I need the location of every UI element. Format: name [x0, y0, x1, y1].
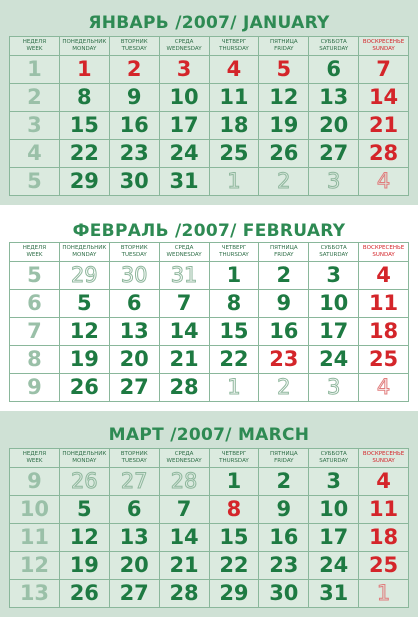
day-number: 28 [169, 581, 199, 605]
week-number-cell [10, 346, 60, 374]
header-sunday: ВОСКРЕСЕНЬЕ SUNDAY [359, 449, 409, 468]
day-number: 1 [376, 581, 391, 605]
week-row [10, 112, 409, 140]
day-number: 29 [219, 581, 249, 605]
day-cell [109, 496, 159, 524]
day-cell [359, 496, 409, 524]
day-cell [109, 374, 159, 402]
week-row [10, 84, 409, 112]
day-cell [209, 374, 259, 402]
day-cell [359, 374, 409, 402]
week-number: 13 [19, 581, 50, 605]
week-number-cell [10, 112, 60, 140]
day-number: 3 [327, 375, 341, 399]
header-friday: ПЯТНИЦА FRIDAY [259, 449, 309, 468]
week-number: 5 [27, 169, 42, 193]
day-cell [209, 262, 259, 290]
week-number: 10 [19, 497, 50, 521]
day-cell [259, 112, 309, 140]
day-number: 28 [169, 375, 199, 399]
day-cell [259, 84, 309, 112]
day-number: 19 [69, 347, 99, 371]
day-number: 2 [277, 375, 291, 399]
day-number: 27 [120, 469, 148, 493]
day-number: 2 [277, 169, 291, 193]
day-number: 8 [77, 85, 92, 109]
day-number: 7 [376, 57, 391, 81]
day-number: 15 [219, 319, 249, 343]
day-number: 28 [170, 469, 198, 493]
week-number-cell [10, 468, 60, 496]
day-number: 6 [326, 57, 341, 81]
day-cell [209, 468, 259, 496]
day-number: 24 [169, 141, 199, 165]
day-cell [309, 496, 359, 524]
week-rows [10, 262, 409, 402]
week-rows [10, 56, 409, 196]
month-grid [9, 242, 409, 402]
day-number: 13 [119, 525, 149, 549]
day-number: 20 [319, 113, 349, 137]
day-number: 8 [226, 497, 242, 521]
day-cell [359, 112, 409, 140]
day-cell [259, 552, 309, 580]
day-cell [309, 140, 359, 168]
month-panel-march [0, 411, 418, 617]
header-row [10, 449, 409, 468]
week-number-cell [10, 318, 60, 346]
week-number-cell [10, 56, 60, 84]
week-row [10, 496, 409, 524]
day-cell [109, 552, 159, 580]
day-number: 2 [276, 263, 292, 287]
day-number: 25 [219, 141, 249, 165]
day-number: 27 [119, 581, 149, 605]
day-number: 1 [227, 375, 241, 399]
week-row [10, 140, 409, 168]
day-cell [159, 168, 209, 196]
day-cell [109, 580, 159, 608]
week-number: 11 [19, 525, 50, 549]
header-thursday: ЧЕТВЕРГ THURSDAY [209, 449, 259, 468]
day-number: 17 [319, 319, 349, 343]
day-cell [309, 84, 359, 112]
day-cell [359, 318, 409, 346]
day-number: 11 [219, 85, 249, 109]
week-number: 8 [27, 347, 42, 371]
day-number: 27 [119, 375, 149, 399]
day-cell [259, 468, 309, 496]
day-cell [59, 112, 109, 140]
day-cell [309, 290, 359, 318]
day-number: 18 [219, 113, 249, 137]
header-tuesday: ВТОРНИК TUESDAY [109, 243, 159, 262]
header-saturday: СУББОТА SATURDAY [309, 243, 359, 262]
header-sunday: ВОСКРЕСЕНЬЕ SUNDAY [359, 243, 409, 262]
day-cell [259, 374, 309, 402]
day-cell [109, 318, 159, 346]
day-number: 26 [269, 141, 299, 165]
week-row [10, 168, 409, 196]
header-wednesday: СРЕДА WEDNESDAY [159, 37, 209, 56]
day-number: 12 [69, 525, 99, 549]
day-cell [59, 168, 109, 196]
month-panel-february [0, 205, 418, 411]
month-grid [9, 36, 409, 196]
day-number: 5 [276, 57, 292, 81]
day-number: 8 [226, 291, 242, 315]
week-row [10, 552, 409, 580]
day-cell [109, 346, 159, 374]
day-number: 24 [319, 347, 349, 371]
header-friday: ПЯТНИЦА FRIDAY [259, 37, 309, 56]
day-number: 13 [319, 85, 349, 109]
day-number: 17 [319, 525, 349, 549]
week-number: 6 [27, 291, 42, 315]
day-cell [259, 140, 309, 168]
header-sunday: ВОСКРЕСЕНЬЕ SUNDAY [359, 37, 409, 56]
day-cell [59, 140, 109, 168]
week-number: 9 [27, 375, 42, 399]
day-number: 24 [319, 553, 349, 577]
day-cell [259, 318, 309, 346]
day-number: 31 [169, 169, 199, 193]
day-number: 4 [376, 263, 391, 287]
week-number: 1 [27, 57, 42, 81]
day-number: 2 [126, 57, 142, 81]
week-row [10, 524, 409, 552]
day-cell [359, 262, 409, 290]
day-cell [359, 140, 409, 168]
day-cell [209, 496, 259, 524]
day-cell [209, 290, 259, 318]
day-number: 9 [126, 85, 142, 109]
day-number: 26 [69, 375, 99, 399]
day-cell [59, 524, 109, 552]
day-number: 2 [276, 469, 292, 493]
header-tuesday: ВТОРНИК TUESDAY [109, 37, 159, 56]
day-number: 19 [69, 553, 99, 577]
day-number: 22 [69, 141, 99, 165]
day-cell [159, 140, 209, 168]
day-number: 28 [368, 141, 399, 165]
day-number: 12 [69, 319, 99, 343]
week-row [10, 346, 409, 374]
day-number: 20 [119, 347, 149, 371]
day-number: 25 [368, 347, 399, 371]
day-number: 21 [368, 113, 399, 137]
week-number-cell [10, 524, 60, 552]
day-cell [259, 346, 309, 374]
day-cell [159, 318, 209, 346]
day-number: 3 [327, 169, 341, 193]
day-cell [159, 346, 209, 374]
day-cell [159, 524, 209, 552]
day-number: 3 [176, 57, 192, 81]
week-number-cell [10, 496, 60, 524]
week-number: 12 [19, 553, 50, 577]
day-cell [159, 468, 209, 496]
day-number: 10 [319, 291, 349, 315]
day-cell [109, 468, 159, 496]
day-number: 26 [69, 581, 99, 605]
day-number: 21 [169, 347, 199, 371]
day-number: 14 [169, 525, 199, 549]
header-week: НЕДЕЛЯ WEEK [10, 37, 60, 56]
day-number: 4 [376, 169, 391, 193]
header-monday: ПОНЕДЕЛЬНИК MONDAY [59, 243, 109, 262]
header-tuesday: ВТОРНИК TUESDAY [109, 449, 159, 468]
day-cell [59, 84, 109, 112]
day-cell [209, 318, 259, 346]
day-cell [59, 374, 109, 402]
day-cell [59, 580, 109, 608]
day-cell [109, 140, 159, 168]
day-number: 1 [226, 469, 242, 493]
day-cell [259, 168, 309, 196]
day-number: 31 [170, 263, 198, 287]
week-number: 5 [27, 263, 42, 287]
header-week: НЕДЕЛЯ WEEK [10, 449, 60, 468]
week-row [10, 468, 409, 496]
day-number: 11 [368, 291, 399, 315]
day-cell [259, 262, 309, 290]
month-title: ЯНВАРЬ /2007/ JANUARY [88, 13, 330, 33]
day-number: 13 [119, 319, 149, 343]
week-number: 3 [27, 113, 42, 137]
week-number-cell [10, 168, 60, 196]
week-row [10, 318, 409, 346]
day-number: 10 [319, 497, 349, 521]
day-cell [209, 524, 259, 552]
day-cell [59, 552, 109, 580]
header-saturday: СУББОТА SATURDAY [309, 449, 359, 468]
header-monday: ПОНЕДЕЛЬНИК MONDAY [59, 37, 109, 56]
day-number: 14 [368, 85, 399, 109]
week-number-cell [10, 374, 60, 402]
day-number: 15 [219, 525, 249, 549]
month-title: МАРТ /2007/ MARCH [108, 425, 310, 445]
day-number: 25 [368, 553, 399, 577]
day-cell [209, 552, 259, 580]
day-cell [259, 290, 309, 318]
day-cell [59, 496, 109, 524]
day-cell [209, 140, 259, 168]
day-cell [159, 112, 209, 140]
week-row [10, 580, 409, 608]
month-grid [9, 448, 409, 608]
day-cell [109, 112, 159, 140]
week-row [10, 56, 409, 84]
day-number: 17 [169, 113, 199, 137]
day-cell [159, 496, 209, 524]
day-number: 21 [169, 553, 199, 577]
day-number: 15 [69, 113, 99, 137]
day-cell [59, 468, 109, 496]
day-number: 22 [219, 347, 249, 371]
day-cell [359, 84, 409, 112]
day-number: 20 [119, 553, 149, 577]
week-number-cell [10, 140, 60, 168]
day-number: 18 [368, 525, 399, 549]
week-number: 2 [27, 85, 42, 109]
day-number: 5 [77, 291, 92, 315]
day-cell [359, 552, 409, 580]
day-cell [259, 524, 309, 552]
week-number-cell [10, 580, 60, 608]
week-number-cell [10, 262, 60, 290]
day-number: 1 [77, 57, 92, 81]
day-number: 16 [269, 525, 299, 549]
day-cell [209, 346, 259, 374]
day-number: 16 [119, 113, 149, 137]
week-rows [10, 468, 409, 608]
day-cell [309, 374, 359, 402]
header-monday: ПОНЕДЕЛЬНИК MONDAY [59, 449, 109, 468]
day-cell [259, 580, 309, 608]
day-number: 4 [376, 375, 391, 399]
day-cell [359, 524, 409, 552]
week-number: 9 [27, 469, 42, 493]
header-week: НЕДЕЛЯ WEEK [10, 243, 60, 262]
day-cell [309, 580, 359, 608]
day-cell [159, 552, 209, 580]
day-number: 12 [269, 85, 299, 109]
day-number: 1 [227, 169, 241, 193]
day-cell [209, 84, 259, 112]
header-thursday: ЧЕТВЕРГ THURSDAY [209, 243, 259, 262]
day-number: 19 [269, 113, 299, 137]
day-number: 7 [176, 291, 192, 315]
day-cell [159, 56, 209, 84]
day-number: 9 [276, 497, 292, 521]
day-number: 30 [269, 581, 299, 605]
day-cell [309, 468, 359, 496]
day-cell [159, 374, 209, 402]
day-cell [359, 346, 409, 374]
month-title: ФЕВРАЛЬ /2007/ FEBRUARY [72, 221, 346, 241]
day-cell [159, 84, 209, 112]
day-number: 6 [126, 497, 142, 521]
day-cell [109, 290, 159, 318]
day-number: 30 [119, 169, 149, 193]
day-cell [259, 56, 309, 84]
day-number: 3 [326, 469, 341, 493]
day-cell [59, 262, 109, 290]
day-cell [109, 262, 159, 290]
day-cell [359, 290, 409, 318]
day-number: 5 [77, 497, 92, 521]
week-number: 7 [27, 319, 42, 343]
day-cell [159, 290, 209, 318]
day-cell [309, 56, 359, 84]
day-cell [359, 468, 409, 496]
day-number: 29 [69, 169, 99, 193]
header-wednesday: СРЕДА WEDNESDAY [159, 449, 209, 468]
day-number: 31 [319, 581, 349, 605]
day-cell [59, 56, 109, 84]
day-number: 4 [226, 57, 242, 81]
day-cell [159, 580, 209, 608]
header-row [10, 37, 409, 56]
day-cell [309, 318, 359, 346]
week-row [10, 290, 409, 318]
day-number: 29 [70, 263, 98, 287]
day-number: 4 [376, 469, 391, 493]
day-number: 22 [219, 553, 249, 577]
header-saturday: СУББОТА SATURDAY [309, 37, 359, 56]
week-number-cell [10, 290, 60, 318]
day-cell [359, 168, 409, 196]
day-number: 7 [176, 497, 192, 521]
day-cell [109, 524, 159, 552]
day-number: 26 [70, 469, 98, 493]
day-cell [109, 84, 159, 112]
week-number-cell [10, 84, 60, 112]
day-number: 16 [269, 319, 299, 343]
day-number: 9 [276, 291, 292, 315]
day-cell [359, 56, 409, 84]
day-number: 3 [326, 263, 341, 287]
day-number: 10 [169, 85, 199, 109]
day-cell [209, 580, 259, 608]
day-cell [59, 318, 109, 346]
day-number: 1 [226, 263, 242, 287]
day-number: 14 [169, 319, 199, 343]
month-panel-january [0, 0, 418, 205]
day-cell [309, 262, 359, 290]
header-friday: ПЯТНИЦА FRIDAY [259, 243, 309, 262]
header-wednesday: СРЕДА WEDNESDAY [159, 243, 209, 262]
day-number: 23 [269, 553, 299, 577]
day-number: 30 [120, 263, 148, 287]
day-number: 6 [126, 291, 142, 315]
day-cell [159, 262, 209, 290]
day-cell [309, 346, 359, 374]
day-number: 27 [319, 141, 349, 165]
day-cell [59, 290, 109, 318]
day-cell [259, 496, 309, 524]
day-cell [309, 524, 359, 552]
day-cell [209, 168, 259, 196]
day-cell [109, 168, 159, 196]
day-number: 23 [119, 141, 149, 165]
day-cell [109, 56, 159, 84]
day-cell [59, 346, 109, 374]
header-thursday: ЧЕТВЕРГ THURSDAY [209, 37, 259, 56]
day-cell [359, 580, 409, 608]
day-cell [309, 112, 359, 140]
week-number: 4 [27, 141, 42, 165]
day-cell [209, 56, 259, 84]
week-row [10, 374, 409, 402]
day-number: 23 [269, 347, 299, 371]
week-row [10, 262, 409, 290]
header-row [10, 243, 409, 262]
day-number: 11 [368, 497, 399, 521]
day-number: 18 [368, 319, 399, 343]
day-cell [309, 552, 359, 580]
day-cell [209, 112, 259, 140]
week-number-cell [10, 552, 60, 580]
day-cell [309, 168, 359, 196]
